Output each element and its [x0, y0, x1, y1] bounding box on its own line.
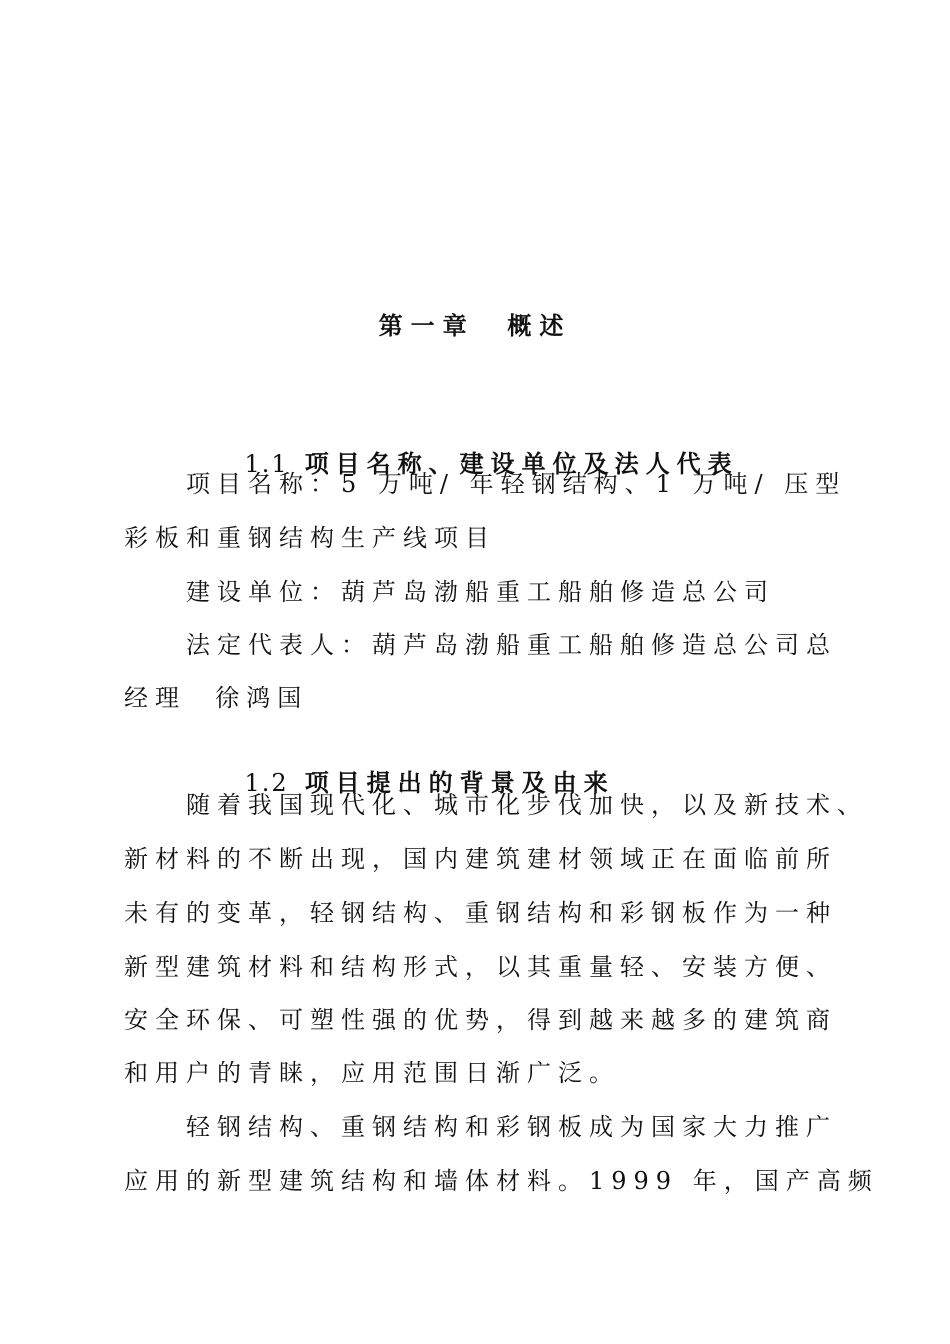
- paragraph-line: 和用户的青睐，应用范围日渐广泛。: [124, 1059, 620, 1087]
- section-number: 1.2: [244, 769, 289, 797]
- chapter-title: 第一章 概述: [378, 312, 572, 340]
- paragraph-line: 新型建筑材料和结构形式，以其重量轻、安装方便、: [124, 953, 837, 981]
- section-title: 项目名称、建设单位及法人代表: [304, 450, 739, 478]
- paragraph-line: 建设单位：葫芦岛渤船重工船舶修造总公司: [186, 578, 775, 606]
- paragraph-line: 随着我国现代化、城市化步伐加快，以及新技术、: [186, 791, 868, 819]
- section-number: 1.1: [244, 450, 289, 478]
- paragraph-line: 未有的变革，轻钢结构、重钢结构和彩钢板作为一种: [124, 899, 837, 927]
- paragraph-line: 彩板和重钢结构生产线项目: [124, 524, 496, 552]
- paragraph-line: 安全环保、可塑性强的优势，得到越来越多的建筑商: [124, 1006, 837, 1034]
- paragraph-line: 新材料的不断出现，国内建筑建材领域正在面临前所: [124, 845, 837, 873]
- paragraph-line: 法定代表人：葫芦岛渤船重工船舶修造总公司总: [186, 631, 837, 659]
- paragraph-line: 项目名称：5 万吨/ 年轻钢结构、1 万吨/ 压型: [186, 470, 847, 498]
- paragraph-line: 应用的新型建筑结构和墙体材料。1999 年，国产高频: [124, 1167, 879, 1195]
- section-title: 项目提出的背景及由来: [304, 769, 615, 797]
- paragraph-line: 轻钢结构、重钢结构和彩钢板成为国家大力推广: [186, 1113, 837, 1141]
- paragraph-line: 经理 徐鸿国: [124, 684, 309, 712]
